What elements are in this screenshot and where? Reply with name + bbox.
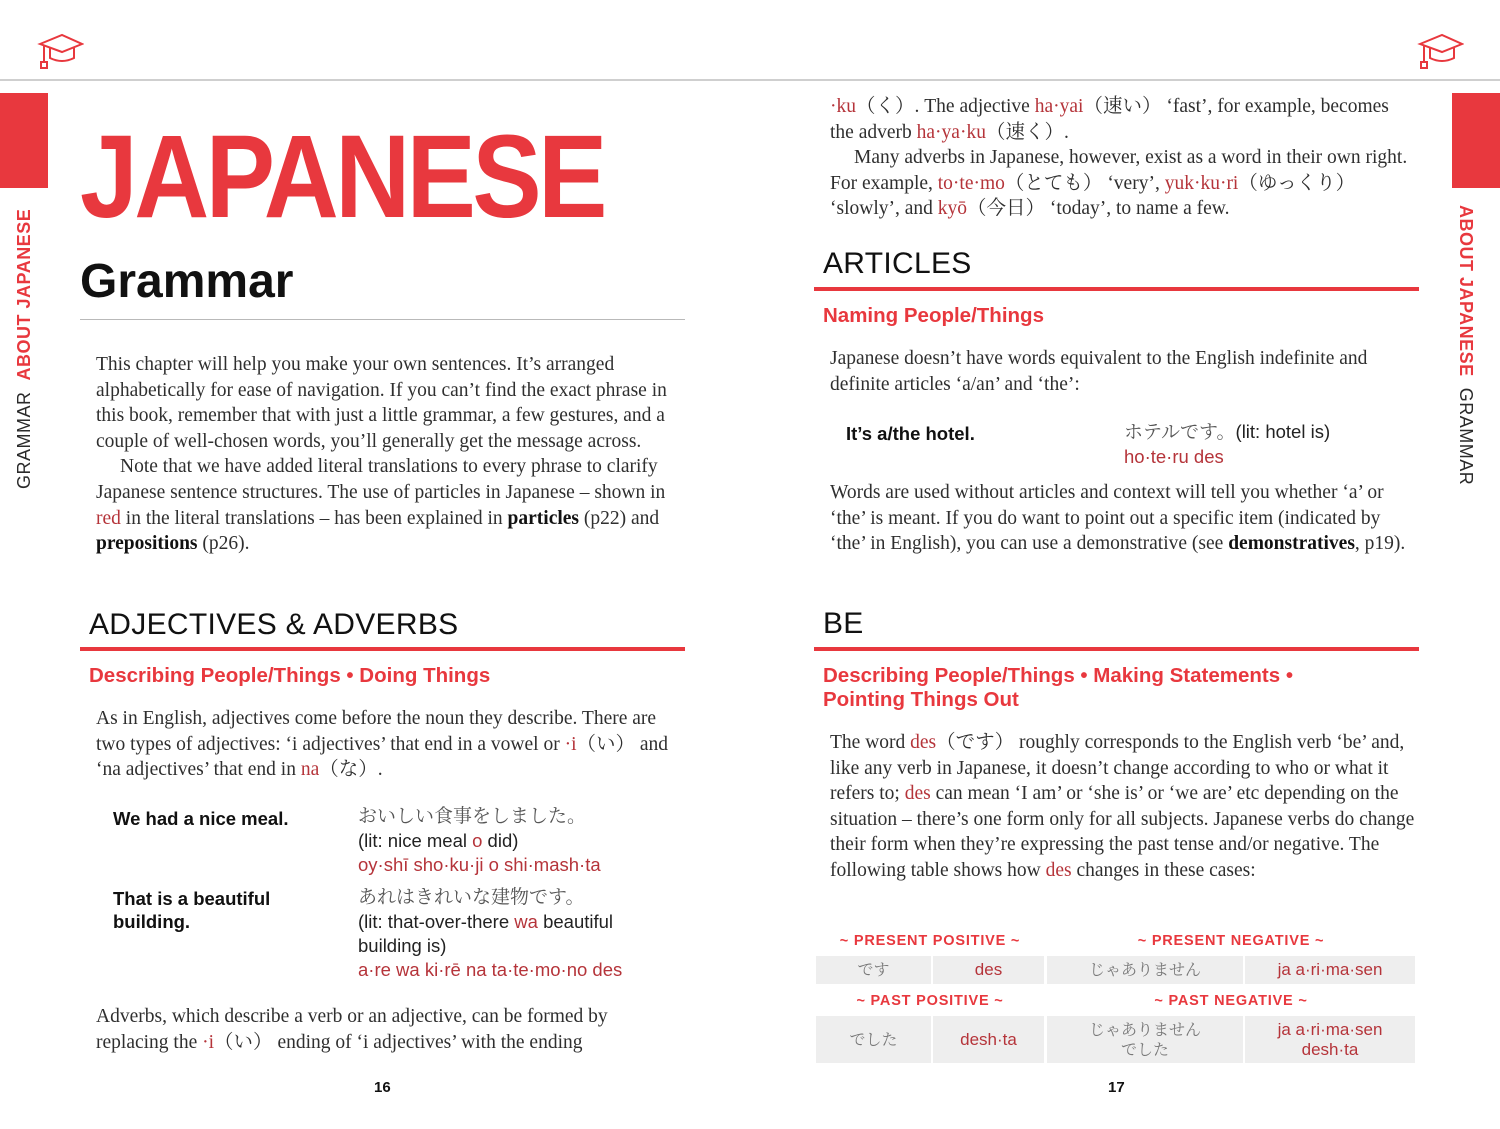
subheading-line: Describing People/Things • Making Statements •: [823, 664, 1293, 687]
table-header: ~ PAST NEGATIVE ~: [1154, 993, 1308, 1009]
be-paragraph: [830, 730, 1415, 884]
example-literal: [358, 910, 678, 958]
table-cell: ja a·ri·ma·sen: [1245, 956, 1415, 984]
table-cell: desh·ta: [933, 1016, 1044, 1063]
romaji: des: [904, 783, 931, 805]
kana: （い）: [576, 733, 636, 755]
right-side-label: [1455, 205, 1476, 485]
example-japanese: ホテルです。: [1124, 422, 1236, 443]
romaji: ha·yai: [1034, 96, 1084, 117]
bold-term: demonstratives: [1228, 533, 1355, 555]
text: ‘fast’, for example, becomes the adverb: [830, 96, 1389, 143]
intro-text: [96, 352, 681, 557]
kana: （く）: [856, 96, 915, 117]
example-romaji: ho·te·ru des: [1124, 446, 1224, 467]
text: ‘slowly’, and: [830, 198, 938, 220]
table-cell: des: [933, 956, 1044, 984]
particle: wa: [514, 911, 538, 932]
example-translation: [1124, 420, 1414, 469]
red-word: red: [96, 507, 121, 529]
romaji: ·i: [202, 1031, 215, 1053]
example-romaji: a·re wa ki·rē na ta·te·mo·no des: [358, 959, 623, 980]
romaji: ·i: [564, 733, 577, 755]
intro-paragraph-2: [96, 454, 681, 556]
example-translation: [358, 805, 678, 877]
section-heading: BE: [823, 607, 864, 640]
title-rule: [80, 319, 685, 320]
left-side-label: [14, 209, 35, 489]
table-cell: [1245, 1016, 1415, 1063]
side-label-plain: GRAMMAR: [1456, 387, 1476, 486]
text: ending of ‘i adjectives’ with the ending: [272, 1031, 583, 1053]
example-literal: (lit: hotel is): [1235, 421, 1331, 442]
example-romaji: oy·shī sho·ku·ji o shi·mash·ta: [358, 854, 601, 875]
bold-term: particles: [507, 507, 580, 529]
table-cell: [1047, 1016, 1243, 1063]
section-subheading: Naming People/Things: [823, 304, 1044, 327]
text: did): [482, 830, 519, 851]
text: (p26).: [197, 533, 250, 555]
kana: （とても）: [1004, 172, 1103, 194]
bold-term: prepositions: [96, 533, 198, 555]
text: (lit: nice meal: [358, 830, 473, 851]
left-side-tab: [0, 93, 48, 188]
text: ‘today’, to name a few.: [1045, 198, 1230, 220]
side-label-highlight: ABOUT JAPANESE: [1456, 205, 1476, 377]
side-label-highlight: ABOUT JAPANESE: [14, 208, 34, 381]
section-heading: ARTICLES: [823, 247, 972, 280]
right-side-tab: [1452, 93, 1500, 188]
table-cell: です: [816, 956, 931, 984]
articles-paragraph: Japanese doesn’t have words equivalent to the English indefinite and definite articles ‘a/an’ and ‘the’:: [830, 348, 1368, 395]
cell-line: じゃありません: [1088, 1019, 1201, 1039]
section-rule: [80, 647, 685, 651]
text: Many adverbs in Japanese, however, exist as a word in their own right. For example,: [830, 147, 1408, 194]
text: in the literal translations – has been explained in: [120, 507, 508, 529]
section-heading: ADJECTIVES & ADVERBS: [89, 608, 459, 641]
kana: （な）: [319, 759, 378, 781]
graduation-cap-icon: [1416, 30, 1464, 70]
text: Adverbs, which describe a verb or an adjective, can be formed by replacing the: [96, 1006, 608, 1053]
page-number: 17: [1108, 1079, 1125, 1096]
romaji: na: [300, 759, 320, 781]
romaji: ·ku: [830, 96, 856, 117]
romaji: kyō: [937, 198, 968, 220]
section-rule: [814, 287, 1419, 291]
romaji: yuk·ku·ri: [1164, 172, 1239, 194]
example-english: We had a nice meal.: [113, 808, 289, 829]
text: .: [377, 759, 383, 781]
text: roughly corresponds to the English verb ‘be’ and, like any verb in Japanese, it doesn’t change according to who or what it refers to;: [830, 732, 1405, 805]
text: ‘very’,: [1102, 172, 1165, 194]
page-number: 16: [374, 1079, 391, 1096]
text: Note that we have added literal translations to every phrase to clarify Japanese sentence structures. The use of particles in Japanese – shown in: [96, 456, 666, 503]
chapter-subtitle: Grammar: [80, 255, 294, 308]
example-japanese: あれはきれいな建物です。: [358, 887, 585, 908]
romaji: des: [1045, 859, 1072, 881]
romaji: ha·ya·ku: [916, 121, 986, 143]
table-cell: じゃありません: [1047, 956, 1243, 984]
cell-line: desh·ta: [1301, 1039, 1359, 1059]
text: . The adjective: [914, 96, 1035, 117]
text: .: [1063, 121, 1069, 143]
graduation-cap-icon: [36, 30, 84, 70]
chapter-title: JAPANESE: [80, 111, 604, 243]
side-label-plain: GRAMMAR: [14, 391, 34, 489]
example-english: That is a beautiful building.: [113, 888, 271, 932]
text: (p22) and: [579, 507, 660, 529]
text: can mean ‘I am’ or ‘she is’ or ‘we are’ etc depending on the situation – there’s one form only for all subjects. Japanese verbs do change their form when they’re expressing the past tense and/or negative. The following table shows how: [830, 783, 1415, 881]
top-rule: [0, 79, 1500, 81]
kana: （ゆっくり）: [1238, 172, 1356, 194]
romaji: des: [910, 732, 937, 753]
text: beautiful building is): [358, 911, 614, 956]
kana: （速く）: [985, 121, 1064, 143]
kana: （い）: [214, 1031, 273, 1053]
intro-paragraph-1: This chapter will help you make your own sentences. It’s arranged alphabetically for ease of navigation. If you can’t find the exact phrase in this book, remember that with just a little grammar, a few gestures, and a couple of well-chosen words, you’ll generally get the message across.: [96, 354, 667, 452]
cell-line: ja a·ri·ma·sen: [1277, 1019, 1383, 1039]
kana: （です）: [936, 732, 1015, 753]
kana: （速い）: [1083, 96, 1162, 117]
subheading-line: Pointing Things Out: [823, 688, 1019, 711]
table-header: ~ PRESENT POSITIVE ~: [839, 933, 1021, 949]
continued-text: [830, 94, 1415, 222]
example-literal: [358, 829, 678, 853]
table-cell: でした: [816, 1016, 931, 1063]
table-header: ~ PRESENT NEGATIVE ~: [1137, 933, 1325, 949]
cell-line: でした: [1120, 1039, 1169, 1059]
section-rule: [814, 647, 1419, 651]
text: (lit: that-over-there: [358, 911, 515, 932]
table-header: ~ PAST POSITIVE ~: [856, 993, 1004, 1009]
adjectives-paragraph: [96, 706, 681, 783]
section-subheading: [823, 664, 1293, 712]
example-japanese: おいしい食事をしました。: [358, 806, 587, 827]
kana: （今日）: [967, 198, 1046, 220]
text: The word: [830, 732, 911, 753]
text: Words are used without articles and context will tell you whether ‘a’ or ‘the’ is meant. If you do want to point out a specific item (indicated by ‘the’ in English), you can use a demonstrative (see: [830, 482, 1384, 555]
articles-paragraph-2: [830, 480, 1415, 557]
particle: o: [472, 830, 483, 851]
romaji: to·te·mo: [937, 172, 1005, 194]
example-english: It’s a/the hotel.: [846, 423, 975, 444]
text: As in English, adjectives come before the noun they describe. There are two types of adjectives: ‘i adjectives’ that end in a vowel or: [96, 708, 657, 755]
example-translation: [358, 886, 678, 982]
section-subheading: Describing People/Things • Doing Things: [89, 664, 491, 687]
adverbs-paragraph: [96, 1004, 681, 1055]
text: changes in these cases:: [1071, 859, 1256, 881]
text: , p19).: [1354, 533, 1406, 555]
text: and ‘na adjectives’ that end in: [96, 733, 669, 781]
